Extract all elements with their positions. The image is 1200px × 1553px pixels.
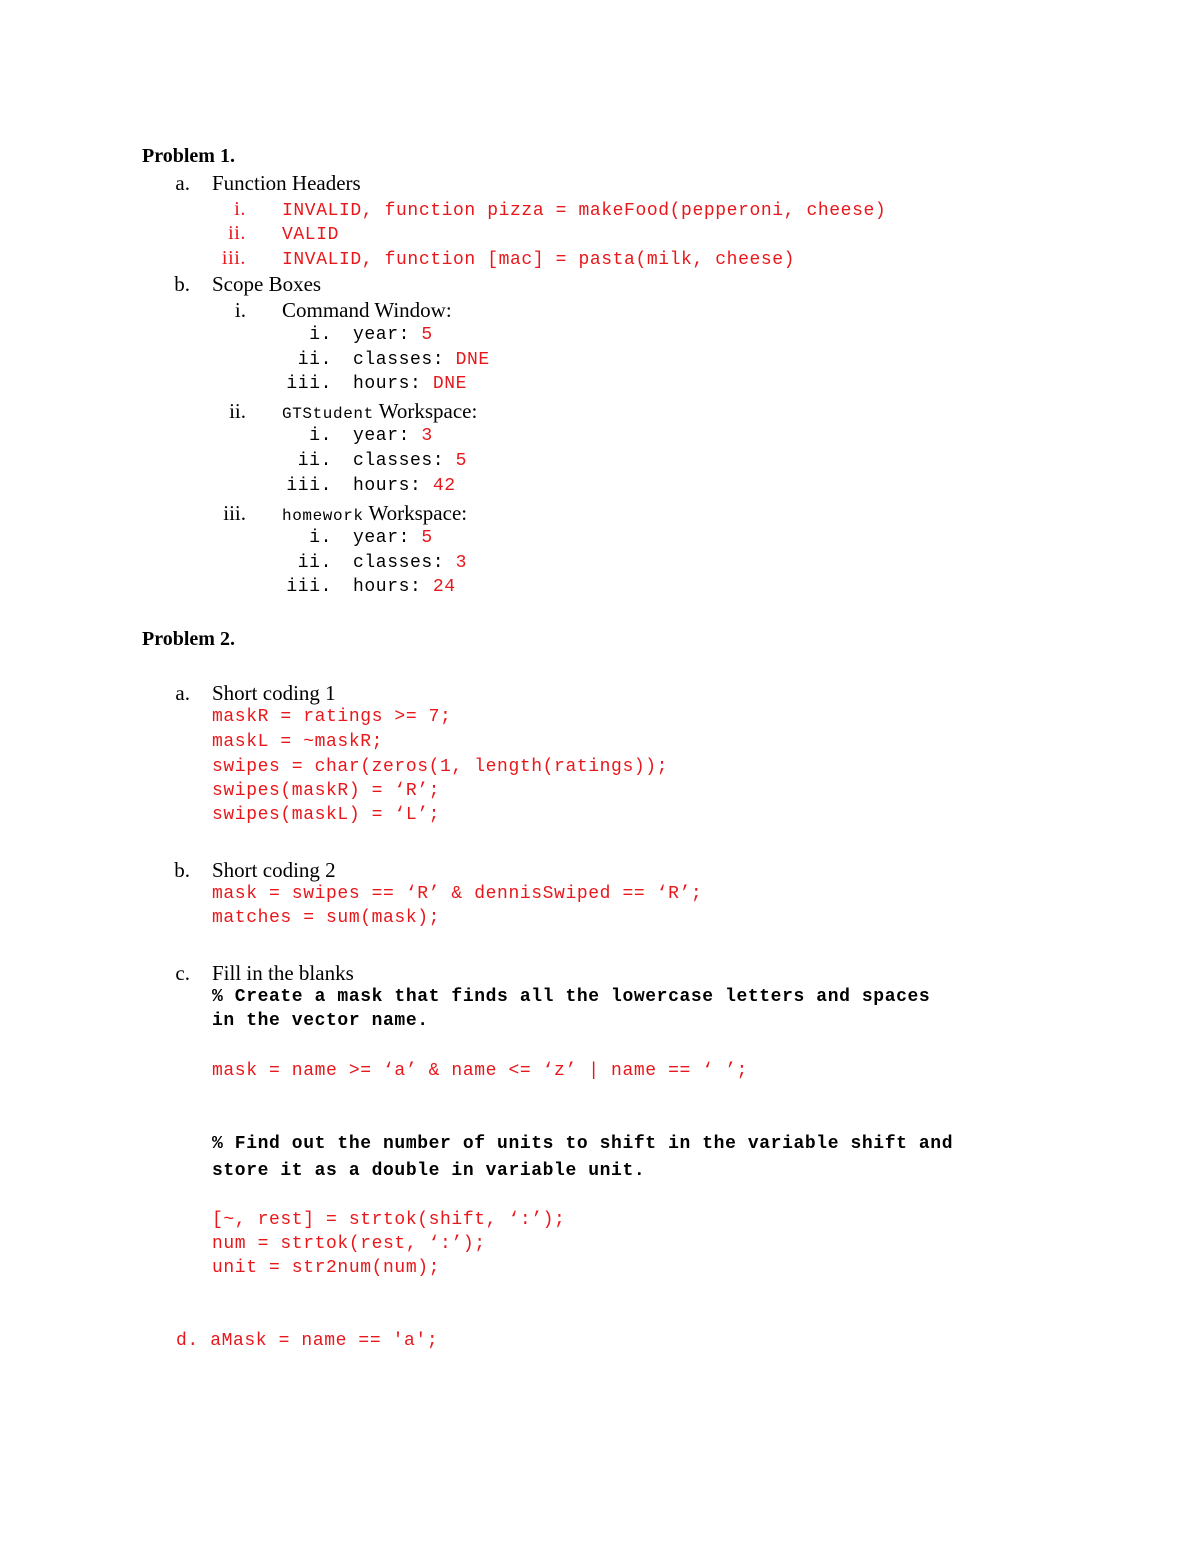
list-marker: c. [175, 961, 190, 985]
list-marker: iii. [223, 501, 246, 525]
code-line: matches = sum(mask); [212, 908, 441, 928]
scope-name: Workspace: [373, 399, 478, 423]
function-header-answer [142, 199, 886, 220]
list-marker: ii. [229, 399, 246, 423]
variable-name: classes: [353, 350, 456, 370]
scope-name: Workspace: [363, 501, 468, 525]
code-line: swipes = char(zeros(1, length(ratings)); [212, 757, 669, 777]
variable-name: hours: [353, 374, 433, 394]
scope-variable [142, 326, 433, 344]
problem-2-heading: Problem 2. [142, 628, 235, 650]
scope-box-heading [142, 503, 467, 524]
scope-function-name: homework [282, 507, 364, 525]
scope-variable [142, 375, 467, 393]
scope-boxes-item [142, 274, 321, 295]
scope-variable [142, 427, 433, 445]
code-comment: store it as a double in variable unit. [212, 1161, 646, 1181]
function-header-answer [142, 248, 795, 269]
short-coding-2-item [142, 860, 336, 881]
code-line: unit = str2num(num); [212, 1258, 441, 1278]
variable-name: hours: [353, 577, 433, 597]
variable-name: classes: [353, 553, 456, 573]
fill-in-blanks-title: Fill in the blanks [212, 961, 354, 985]
variable-value: 5 [421, 325, 433, 345]
code-line: mask = name >= ‘a’ & name <= ‘z’ | name == ‘ ’; [212, 1061, 748, 1081]
scope-box-heading [142, 300, 452, 321]
scope-variable [142, 351, 490, 369]
variable-value: 42 [432, 476, 456, 496]
list-marker: iii. [286, 476, 332, 496]
variable-name: year: [353, 325, 422, 345]
code-line: num = strtok(rest, ‘:’); [212, 1234, 486, 1254]
list-marker: ii. [297, 350, 332, 370]
list-marker: ii. [228, 222, 246, 244]
variable-name: year: [353, 528, 422, 548]
part-d-answer: d. aMask = name == 'a'; [176, 1331, 439, 1351]
scope-variable [142, 554, 467, 572]
short-coding-1-title: Short coding 1 [212, 681, 336, 705]
list-marker: b. [174, 272, 190, 296]
code-comment: % Find out the number of units to shift in the variable shift and [212, 1134, 954, 1154]
list-marker: iii. [221, 247, 246, 269]
scope-function-name: GTStudent [282, 405, 374, 423]
answer-text: VALID [282, 225, 340, 245]
function-header-answer [142, 223, 339, 244]
scope-variable [142, 529, 433, 547]
list-marker: a. [175, 681, 190, 705]
list-marker: i. [309, 426, 332, 446]
code-line: mask = swipes == ‘R’ & dennisSwiped == ‘R’; [212, 884, 703, 904]
short-coding-2-title: Short coding 2 [212, 858, 336, 882]
variable-name: classes: [353, 451, 456, 471]
function-headers-title: Function Headers [212, 171, 361, 195]
list-marker: ii. [297, 451, 332, 471]
variable-name: year: [353, 426, 422, 446]
list-marker: ii. [297, 553, 332, 573]
code-line: maskL = ~maskR; [212, 732, 384, 752]
scope-name: Command Window: [282, 298, 452, 322]
list-marker: i. [309, 528, 332, 548]
short-coding-1-item [142, 683, 336, 704]
variable-value: 3 [421, 426, 433, 446]
variable-value: 3 [455, 553, 468, 573]
scope-boxes-title: Scope Boxes [212, 272, 322, 296]
list-marker: a. [175, 171, 190, 195]
list-marker: iii. [286, 374, 332, 394]
list-marker: b. [174, 858, 190, 882]
problem-1-heading: Problem 1. [142, 145, 235, 167]
variable-value: DNE [432, 374, 468, 394]
code-line: [~, rest] = strtok(shift, ‘:’); [212, 1210, 566, 1230]
variable-value: 24 [432, 577, 456, 597]
variable-value: DNE [455, 350, 490, 370]
variable-name: hours: [353, 476, 433, 496]
code-line: maskR = ratings >= 7; [212, 707, 452, 727]
code-comment: % Create a mask that finds all the lowercase letters and spaces [212, 987, 931, 1007]
scope-box-heading [142, 401, 477, 422]
scope-variable [142, 578, 456, 596]
function-headers-item [142, 173, 361, 194]
code-comment: in the vector name. [212, 1011, 429, 1031]
variable-value: 5 [455, 451, 468, 471]
variable-value: 5 [421, 528, 433, 548]
list-marker: i. [234, 198, 246, 220]
code-line: swipes(maskL) = ‘L’; [212, 805, 441, 825]
list-marker: i. [309, 325, 332, 345]
scope-variable [142, 477, 456, 495]
code-line: swipes(maskR) = ‘R’; [212, 781, 441, 801]
list-marker: i. [234, 298, 246, 322]
fill-in-blanks-item [142, 963, 354, 984]
answer-text: INVALID, function pizza = makeFood(pepperoni, cheese) [282, 201, 887, 221]
answer-text: INVALID, function [mac] = pasta(milk, cheese) [282, 250, 796, 270]
list-marker: iii. [286, 577, 332, 597]
scope-variable [142, 452, 467, 470]
